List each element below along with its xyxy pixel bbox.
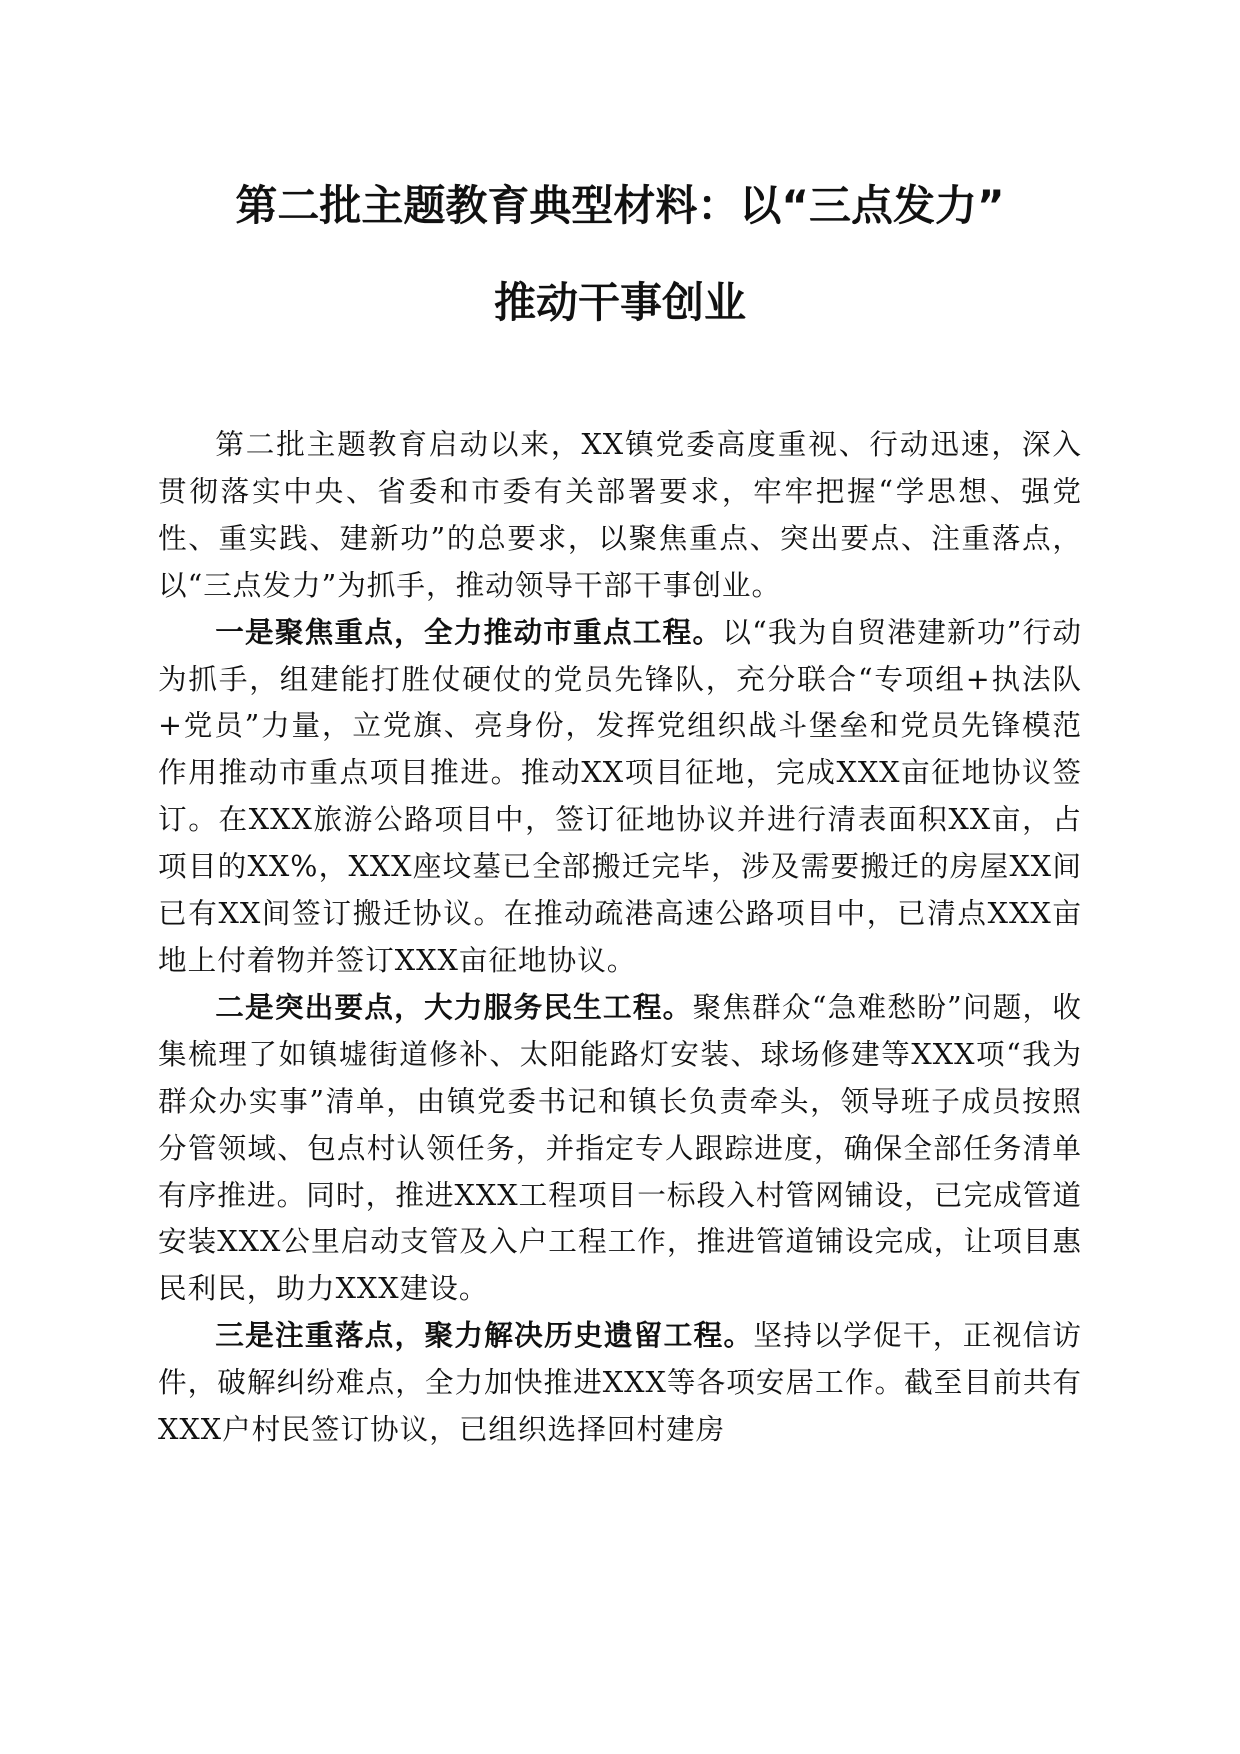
document-body xyxy=(158,421,1082,1453)
section-text-2: 聚焦群众“急难愁盼”问题，收集梳理了如镇墟街道修补、太阳能路灯安装、球场修建等XXX项“我为群众办实事”清单，由镇党委书记和镇长负责牵头，领导班子成员按照分管领域、包点村认领任务，并指定专人跟踪进度，确保全部任务清单有序推进。同时，推进XXX工程项目一标段入村管网铺设，已完成管道安装XXX公里启动支管及入户工程工作，推进管道铺设完成，让项目惠民利民，助力XXX建设。 xyxy=(158,989,1082,1306)
intro-paragraph: 第二批主题教育启动以来，XX镇党委高度重视、行动迅速，深入贯彻落实中央、省委和市委有关部署要求，牢牢把握“学思想、强党性、重实践、建新功”的总要求，以聚焦重点、突出要点、注重落点，以“三点发力”为抓手，推动领导干部干事创业。 xyxy=(158,427,1082,602)
document-title-line-2: 推动干事创业 xyxy=(493,278,746,327)
section-heading-2: 二是突出要点，大力服务民生工程。 xyxy=(215,989,693,1024)
section-paragraph-1 xyxy=(158,609,1082,984)
section-text-1: 以“我为自贸港建新功”行动为抓手，组建能打胜仗硬仗的党员先锋队，充分联合“专项组+执法队+党员”力量，立党旗、亮身份，发挥党组织战斗堡垒和党员先锋模范作用推动市重点项目推进。推动XX项目征地，完成XXX亩征地协议签订。在XXX旅游公路项目中，签订征地协议并进行清表面积XX亩，占项目的XX%，XXX座坟墓已全部搬迁完毕，涉及需要搬迁的房屋XX间已有XX间签订搬迁协议。在推动疏港高速公路项目中，已清点XXX亩地上付着物并签订XXX亩征地协议。 xyxy=(158,614,1082,977)
document-title-line-1: 第二批主题教育典型材料：以“三点发力” xyxy=(235,181,1005,230)
section-paragraph-2 xyxy=(158,984,1082,1312)
section-heading-3: 三是注重落点，聚力解决历史遗留工程。 xyxy=(215,1318,754,1353)
section-text-3: 坚持以学促干，正视信访件，破解纠纷难点，全力加快推进XXX等各项安居工作。截至目前共有XXX户村民签订协议，已组织选择回村建房 xyxy=(158,1318,1082,1447)
section-paragraph-3 xyxy=(158,1312,1082,1453)
section-heading-1: 一是聚焦重点，全力推动市重点工程。 xyxy=(215,614,723,649)
